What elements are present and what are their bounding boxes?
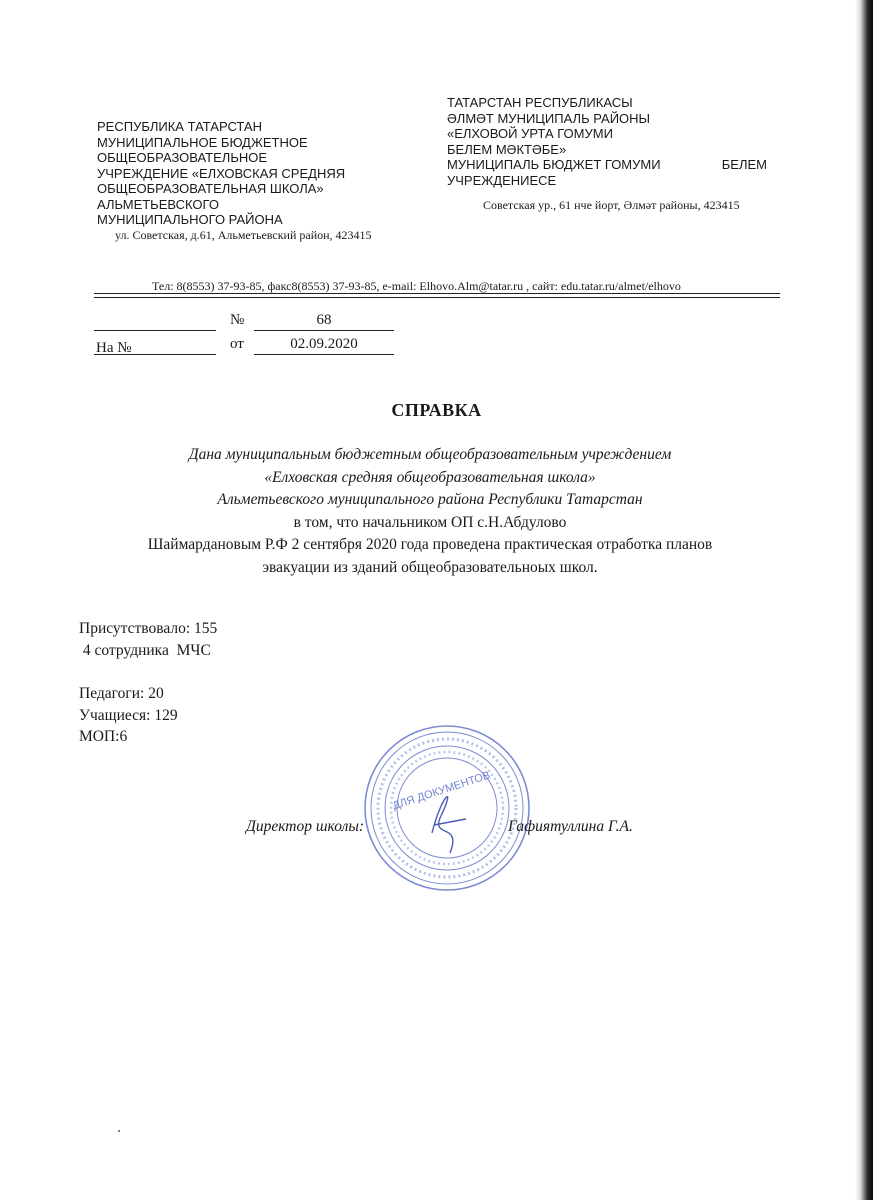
- attendance-present: Присутствовало: 155: [79, 620, 218, 637]
- signature-name: Гафиятуллина Г.А.: [508, 818, 633, 835]
- body-line: эвакуации из зданий общеобразовательноых школ.: [262, 558, 598, 576]
- scan-speck: [118, 1130, 120, 1132]
- reply-number-underline: [94, 336, 216, 355]
- body-line: Шаймардановым Р.Ф 2 сентября 2020 года проведена практическая отработка планов: [147, 536, 713, 553]
- header-right-line-5-left: МУНИЦИПАЛЬ БЮДЖЕТ ГОМУМИ: [447, 157, 661, 172]
- header-right-tatar: [447, 95, 777, 214]
- header-left-line: ОБЩЕОБРАЗОВАТЕЛЬНОЕ: [97, 150, 268, 165]
- body-italic-line: Альметьевского муниципального района Республики Татарстан: [217, 491, 643, 508]
- stamp-text: ДЛЯ ДОКУМЕНТОВ: [391, 769, 492, 813]
- attendance-list: [79, 618, 379, 748]
- date-value: 02.09.2020: [290, 336, 358, 352]
- header-right-address: Советская ур., 61 нче йорт, Әлмәт районы, 423415: [483, 198, 740, 212]
- header-right-line: ӘЛМӘТ МУНИЦИПАЛЬ РАЙОНЫ: [447, 110, 651, 126]
- header-right-line: «ЕЛХОВОЙ УРТА ГОМУМИ: [447, 126, 613, 141]
- spacer: [79, 661, 379, 683]
- document-title: СПРАВКА: [391, 400, 482, 420]
- header-left-line: ОБЩЕОБРАЗОВАТЕЛЬНАЯ ШКОЛА»: [97, 181, 324, 196]
- header-right-line-5: [447, 157, 767, 173]
- body-italic-line: «Елховская средняя общеобразовательная школа»: [264, 468, 596, 486]
- header-divider: [94, 293, 780, 298]
- attendance-students: Учащиеся: 129: [79, 706, 178, 724]
- blank-line: [94, 312, 216, 331]
- header-right-line: ТАТАРСТАН РЕСПУБЛИКАСЫ: [447, 95, 633, 110]
- number-value: 68: [316, 312, 332, 328]
- attendance-mchs: 4 сотрудника МЧС: [79, 641, 211, 659]
- signature-scribble: [432, 797, 466, 853]
- official-stamp: [362, 723, 532, 893]
- date-label: от: [230, 336, 244, 352]
- header-left-line: УЧРЕЖДЕНИЕ «ЕЛХОВСКАЯ СРЕДНЯЯ: [97, 165, 346, 181]
- header-left-address: ул. Советская, д.61, Альметьевский район, 423415: [115, 227, 372, 242]
- attendance-teachers: Педагоги: 20: [79, 685, 164, 702]
- body-italic-line: Дана муниципальным бюджетным общеобразовательным учреждением: [188, 446, 672, 463]
- header-left-line: АЛЬМЕТЬЕВСКОГО: [97, 196, 219, 212]
- scan-edge-shadow: [855, 0, 873, 1200]
- header-left-russian: [97, 119, 417, 243]
- header-left-line: МУНИЦИПАЛЬНОГО РАЙОНА: [97, 212, 283, 227]
- header-left-line: РЕСПУБЛИКА ТАТАРСТАН: [97, 119, 262, 134]
- header-right-line: УЧРЕЖДЕНИЕСЕ: [447, 172, 557, 188]
- body-line: в том, что начальником ОП с.Н.Абдулово: [293, 513, 567, 531]
- signature-role: Директор школы:: [246, 818, 364, 835]
- header-right-line: БЕЛЕМ МӘКТӘБЕ»: [447, 141, 567, 157]
- certificate-body: [80, 444, 780, 579]
- contact-line: Тел: 8(8553) 37-93-85, факс8(8553) 37-93-85, e-mail: Elhovo.Alm@tatar.ru , сайт: edu.tatar.ru/almet/elhovo: [152, 279, 681, 293]
- header-left-line: МУНИЦИПАЛЬНОЕ БЮДЖЕТНОЕ: [97, 134, 308, 150]
- attendance-mop: МОП:6: [79, 728, 128, 745]
- header-right-line-5-right: БЕЛЕМ: [721, 157, 767, 172]
- reply-number-label: На №: [96, 340, 132, 356]
- number-label: №: [230, 312, 245, 328]
